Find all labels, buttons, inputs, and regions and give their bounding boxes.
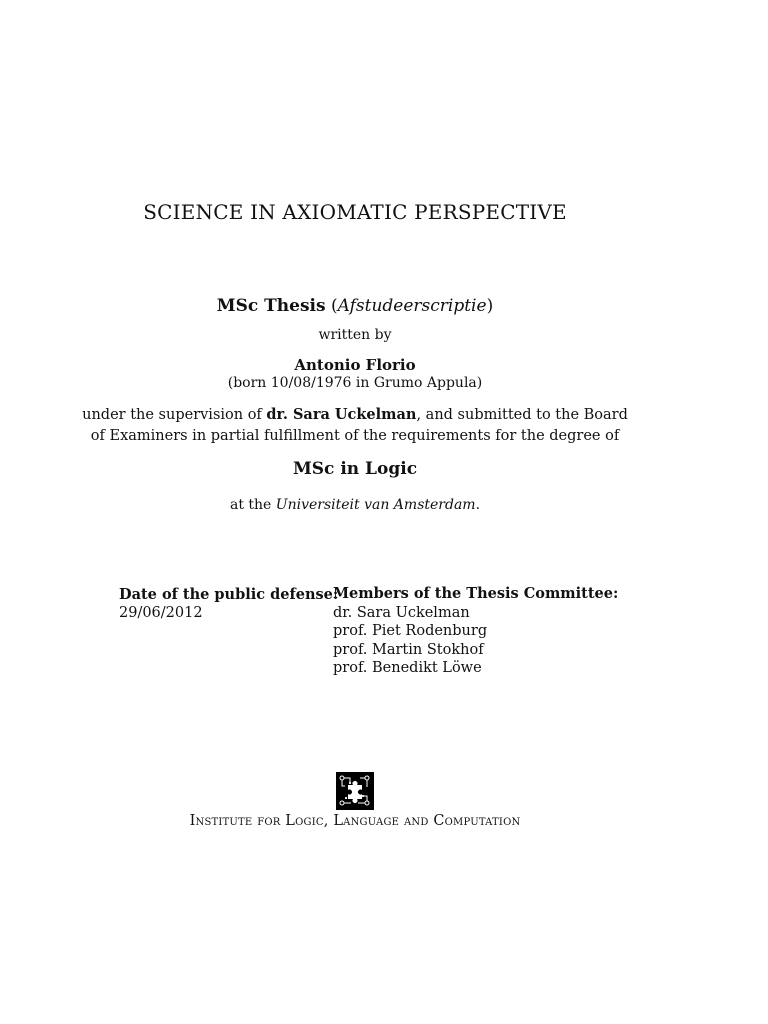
open-paren: ( [330, 296, 338, 316]
thesis-type: MSc Thesis [216, 296, 326, 316]
committee-heading: Members of the Thesis Committee: [333, 585, 619, 602]
committee-member: dr. Sara Uckelman [333, 604, 470, 621]
close-paren: ) [486, 296, 494, 316]
university-prefix: at the [229, 497, 276, 513]
thesis-type-dutch: Afstudeerscriptie [337, 296, 487, 316]
committee-member: prof. Piet Rodenburg [333, 623, 488, 639]
defense-date: 29/06/2012 [119, 605, 203, 621]
defense-heading: Date of the public defense: [119, 586, 339, 603]
supervisor-name: dr. Sara Uckelman [266, 406, 417, 423]
supervision-prefix: under the supervision of [82, 407, 267, 423]
committee-block [333, 585, 618, 678]
institute-name: Institute for Logic, Language and Computation [189, 813, 521, 829]
university-suffix: . [475, 497, 481, 513]
defense-block [119, 585, 338, 623]
committee-member: prof. Martin Stokhof [333, 641, 484, 658]
university-name: Universiteit van Amsterdam [275, 497, 476, 513]
thesis-title: SCIENCE IN AXIOMATIC PERSPECTIVE [143, 200, 567, 224]
supervision-line-2: of Examiners in partial fulfillment of the requirements for the degree of [90, 428, 620, 444]
supervision-statement [0, 404, 710, 447]
degree-name: MSc in Logic [292, 459, 418, 479]
thesis-type-line [0, 296, 710, 316]
author-birth-info: (born 10/08/1976 in Grumo Appula) [227, 375, 483, 391]
university-line [0, 497, 710, 513]
committee-member: prof. Benedikt Löwe [333, 660, 482, 676]
supervision-line-1 [0, 404, 710, 426]
illc-puzzle-logo-icon [336, 772, 374, 810]
supervision-suffix: , and submitted to the Board [416, 407, 628, 423]
written-by-label: written by [318, 327, 392, 343]
author-name: Antonio Florio [294, 356, 416, 374]
